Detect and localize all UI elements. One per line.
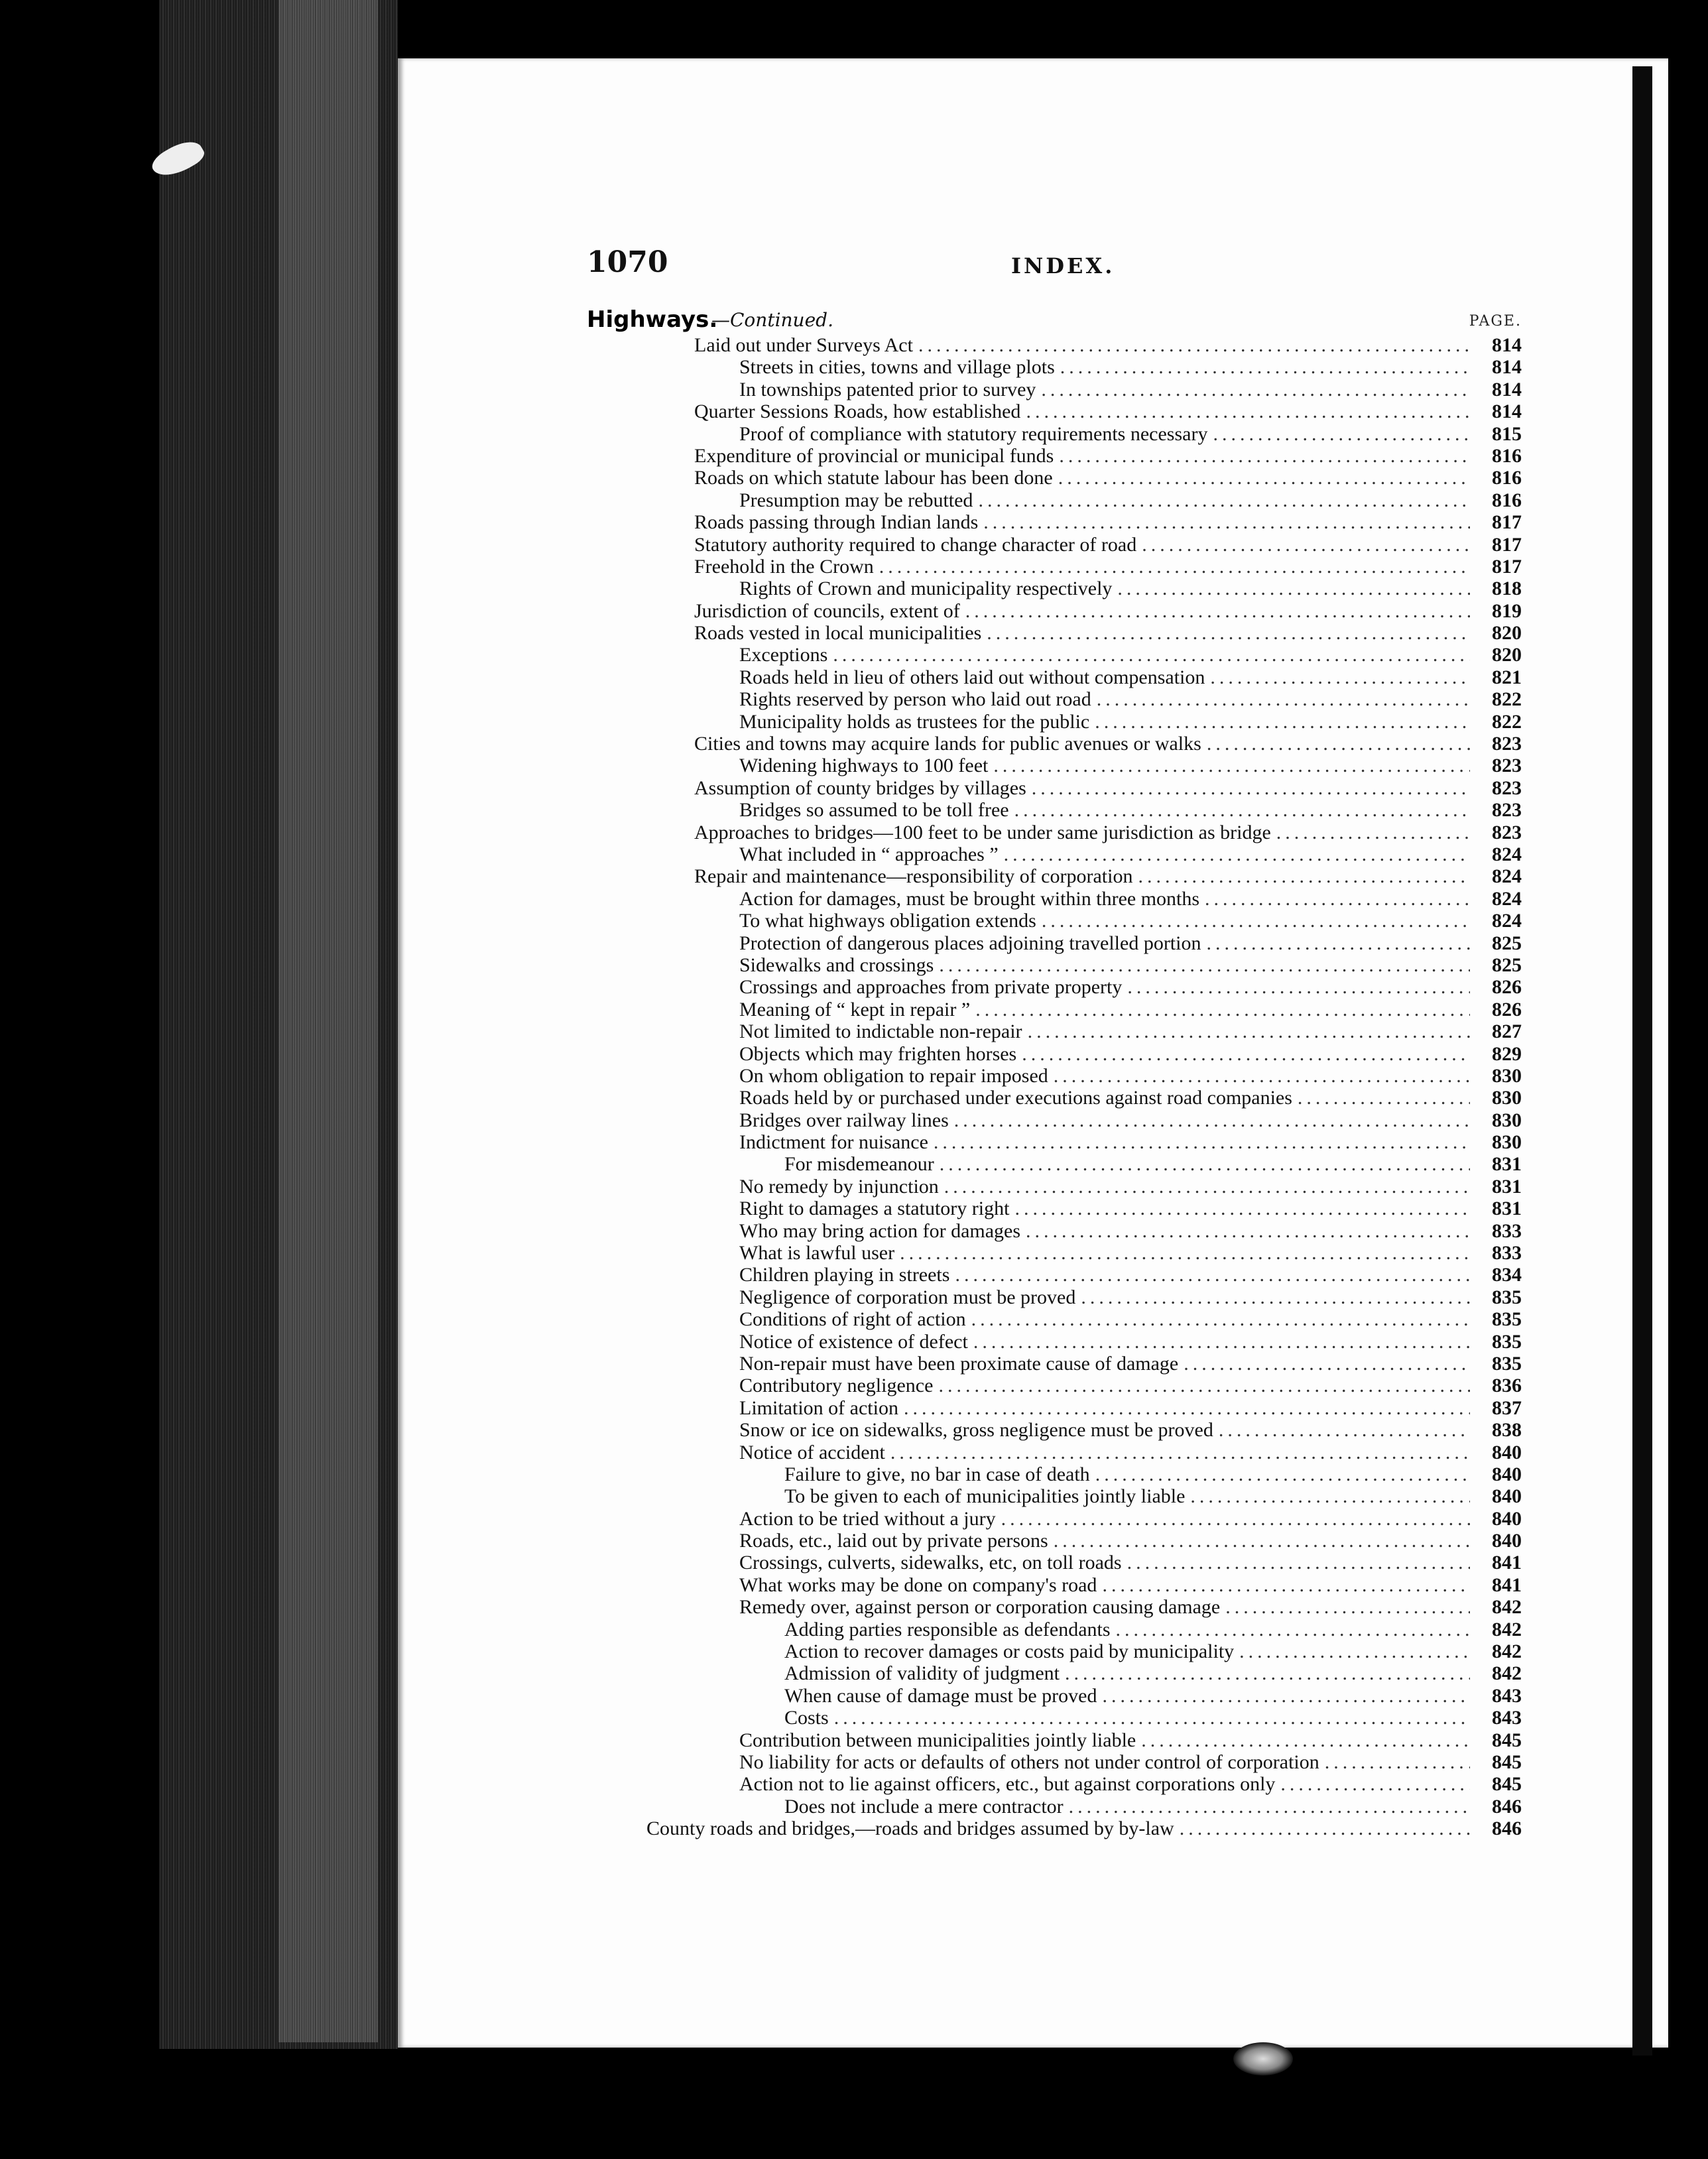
entry-text: Assumption of county bridges by villages <box>694 776 1026 799</box>
entry-text: Notice of existence of defect <box>739 1330 968 1353</box>
dot-leader <box>918 334 1470 356</box>
dot-leader <box>1004 843 1470 865</box>
dot-leader <box>1081 1286 1470 1308</box>
index-entry <box>646 1153 1522 1175</box>
index-entry <box>646 1508 1522 1530</box>
entry-text: Action to recover damages or costs paid by municipality <box>784 1640 1235 1663</box>
dot-leader <box>940 1153 1470 1175</box>
entry-page-number: 816 <box>1492 467 1522 489</box>
index-entry <box>646 1264 1522 1286</box>
entry-text: Notice of accident <box>739 1441 885 1463</box>
dot-leader <box>1213 423 1470 445</box>
entry-text: Repair and maintenance—responsibility of corporation <box>694 865 1133 888</box>
entry-text: What works may be done on company's road <box>739 1573 1097 1596</box>
entry-text: Rights of Crown and municipality respectively <box>739 578 1113 600</box>
entry-text: Roads held by or purchased under executions against road companies <box>739 1087 1292 1109</box>
dot-leader <box>1014 1198 1470 1219</box>
dot-leader <box>1022 1043 1470 1065</box>
index-entry <box>646 888 1522 910</box>
entry-page-number: 838 <box>1492 1419 1522 1442</box>
entry-text: Remedy over, against person or corporation causing damage <box>739 1596 1221 1619</box>
entry-text: Who may bring action for damages <box>739 1219 1021 1242</box>
index-entry <box>646 1574 1522 1596</box>
entry-text: Right to damages a statutory right <box>739 1198 1010 1220</box>
page-column-label: PAGE. <box>1469 313 1522 330</box>
index-entry <box>646 1220 1522 1242</box>
heading-term: Highways. <box>587 306 718 333</box>
dot-leader <box>1041 379 1470 401</box>
entry-text: Laid out under Surveys Act <box>694 334 913 356</box>
index-entry <box>646 534 1522 556</box>
dot-leader <box>1026 1220 1470 1242</box>
entry-text: Roads, etc., laid out by private persons <box>739 1530 1048 1552</box>
dot-leader <box>1142 534 1470 556</box>
entry-text: In townships patented prior to survey <box>739 378 1036 401</box>
entry-text: Limitation of action <box>739 1396 898 1419</box>
dot-leader <box>1225 1596 1470 1618</box>
index-entry <box>646 1419 1522 1441</box>
dot-leader <box>1190 1485 1470 1507</box>
entry-text: Children playing in streets <box>739 1264 950 1286</box>
index-entry <box>646 932 1522 954</box>
index-entry <box>646 1818 1522 1839</box>
index-entry <box>646 1242 1522 1264</box>
entry-text: Non-repair must have been proximate cause of damage <box>739 1352 1179 1375</box>
entry-page-number: 833 <box>1492 1219 1522 1242</box>
index-entry <box>646 489 1522 511</box>
entry-page-number: 821 <box>1492 666 1522 688</box>
entry-text: What included in “ approaches ” <box>739 843 999 865</box>
entry-page-number: 822 <box>1492 688 1522 711</box>
index-entry <box>646 511 1522 533</box>
entry-page-number: 835 <box>1492 1286 1522 1308</box>
entry-text: Municipality holds as trustees for the public <box>739 710 1090 733</box>
entry-text: What is lawful user <box>739 1242 895 1265</box>
entry-page-number: 820 <box>1492 622 1522 645</box>
dot-leader <box>973 1331 1470 1353</box>
entry-page-number: 830 <box>1492 1087 1522 1109</box>
entry-page-number: 846 <box>1492 1818 1522 1840</box>
entry-page-number: 814 <box>1492 401 1522 423</box>
index-entry <box>646 334 1522 356</box>
dot-leader <box>1298 1087 1470 1109</box>
index-entry <box>646 1662 1522 1684</box>
index-entry <box>646 1331 1522 1353</box>
dot-leader <box>971 1308 1470 1330</box>
dot-leader <box>1206 932 1470 954</box>
entry-page-number: 840 <box>1492 1530 1522 1552</box>
dot-leader <box>1280 1773 1470 1795</box>
entry-page-number: 817 <box>1492 511 1522 534</box>
index-entry <box>646 954 1522 976</box>
running-head: INDEX. <box>1011 253 1115 278</box>
index-entry <box>646 666 1522 688</box>
facing-page-edge <box>1632 66 1652 2056</box>
dot-leader <box>890 1442 1470 1463</box>
entry-page-number: 837 <box>1492 1396 1522 1419</box>
entry-text: Streets in cities, towns and village plots <box>739 356 1055 379</box>
entry-text: Roads passing through Indian lands <box>694 511 979 534</box>
entry-text: Proof of compliance with statutory requirements necessary <box>739 422 1208 445</box>
entry-page-number: 830 <box>1492 1131 1522 1154</box>
index-entry <box>646 1286 1522 1308</box>
dot-leader <box>1219 1419 1470 1441</box>
entry-page-number: 831 <box>1492 1153 1522 1176</box>
entry-text: Quarter Sessions Roads, how established <box>694 401 1021 423</box>
entry-page-number: 820 <box>1492 644 1522 666</box>
dot-leader <box>938 1375 1470 1396</box>
index-entry <box>646 1353 1522 1375</box>
index-entry <box>646 822 1522 843</box>
dot-leader <box>1059 445 1470 467</box>
entry-text: Widening highways to 100 feet <box>739 755 989 777</box>
entry-text: Roads held in lieu of others laid out without compensation <box>739 666 1205 688</box>
entry-text: Conditions of right of action <box>739 1308 966 1331</box>
dot-leader <box>978 489 1470 511</box>
entry-page-number: 834 <box>1492 1264 1522 1286</box>
entry-page-number: 845 <box>1492 1773 1522 1796</box>
entry-page-number: 831 <box>1492 1175 1522 1198</box>
entry-page-number: 835 <box>1492 1308 1522 1331</box>
dot-leader <box>1325 1751 1470 1773</box>
entry-page-number: 819 <box>1492 599 1522 622</box>
entry-text: Expenditure of provincial or municipal funds <box>694 444 1054 467</box>
entry-page-number: 824 <box>1492 887 1522 910</box>
entry-page-number: 817 <box>1492 533 1522 556</box>
dot-leader <box>955 1264 1470 1286</box>
entry-page-number: 817 <box>1492 555 1522 578</box>
index-entry <box>646 1131 1522 1153</box>
entry-text: Roads on which statute labour has been done <box>694 467 1053 489</box>
dot-leader <box>1014 799 1470 821</box>
dot-leader <box>1239 1640 1470 1662</box>
dot-leader <box>1138 865 1470 887</box>
entry-text: No remedy by injunction <box>739 1175 939 1198</box>
entry-page-number: 841 <box>1492 1552 1522 1574</box>
entry-page-number: 842 <box>1492 1618 1522 1640</box>
dot-leader <box>1141 1729 1470 1751</box>
dot-leader <box>1065 1662 1470 1684</box>
dot-leader <box>1116 1619 1470 1640</box>
index-entry <box>646 799 1522 821</box>
index-entry <box>646 1773 1522 1795</box>
entry-page-number: 823 <box>1492 821 1522 843</box>
entry-page-number: 842 <box>1492 1596 1522 1619</box>
entry-text: On whom obligation to repair imposed <box>739 1064 1048 1087</box>
index-entry <box>646 777 1522 799</box>
entry-page-number: 840 <box>1492 1507 1522 1530</box>
entry-text: Action not to lie against officers, etc., but against corporations only <box>739 1773 1276 1796</box>
dot-leader <box>987 622 1470 644</box>
entry-page-number: 814 <box>1492 378 1522 401</box>
entry-page-number: 830 <box>1492 1064 1522 1087</box>
entry-page-number: 823 <box>1492 799 1522 822</box>
entry-text: Failure to give, no bar in case of death <box>784 1463 1090 1485</box>
entry-page-number: 816 <box>1492 489 1522 511</box>
entry-page-number: 824 <box>1492 910 1522 932</box>
dot-leader <box>900 1242 1470 1264</box>
entry-page-number: 840 <box>1492 1463 1522 1485</box>
entry-page-number: 840 <box>1492 1485 1522 1508</box>
entry-page-number: 818 <box>1492 578 1522 600</box>
dot-leader <box>1058 467 1470 489</box>
index-entry <box>646 1020 1522 1042</box>
entry-page-number: 842 <box>1492 1640 1522 1663</box>
entry-page-number: 831 <box>1492 1198 1522 1220</box>
entry-text: Exceptions <box>739 644 828 666</box>
entry-text: Costs <box>784 1707 829 1729</box>
entry-text: Action to be tried without a jury <box>739 1507 996 1530</box>
entry-text: To what highways obligation extends <box>739 910 1036 932</box>
index-entry <box>646 1729 1522 1751</box>
index-entry <box>646 910 1522 932</box>
dot-leader <box>1095 1463 1470 1485</box>
dot-leader <box>1032 777 1470 799</box>
entry-page-number: 830 <box>1492 1109 1522 1131</box>
entry-page-number: 823 <box>1492 776 1522 799</box>
entry-page-number: 816 <box>1492 444 1522 467</box>
index-entry <box>646 600 1522 622</box>
entry-page-number: 824 <box>1492 843 1522 865</box>
index-entry <box>646 445 1522 467</box>
dot-leader <box>834 1707 1470 1729</box>
entry-page-number: 814 <box>1492 356 1522 379</box>
index-entry <box>646 1109 1522 1131</box>
entry-page-number: 826 <box>1492 998 1522 1020</box>
entry-text: Does not include a mere contractor <box>784 1795 1064 1818</box>
dot-leader <box>1184 1353 1470 1375</box>
index-entry <box>646 711 1522 733</box>
index-entry <box>646 1176 1522 1198</box>
dot-leader <box>1054 1530 1470 1552</box>
entry-page-number: 843 <box>1492 1707 1522 1729</box>
dot-leader <box>975 999 1470 1020</box>
entry-text: Approaches to bridges—100 feet to be under same jurisdiction as bridge <box>694 821 1271 843</box>
dot-leader <box>1127 976 1470 998</box>
index-entry <box>646 1707 1522 1729</box>
index-entry <box>646 1552 1522 1573</box>
index-entry <box>646 401 1522 422</box>
entry-text: Not limited to indictable non-repair <box>739 1020 1022 1043</box>
dot-leader <box>1205 888 1470 910</box>
dot-leader <box>1069 1796 1470 1818</box>
entry-text: Presumption may be rebutted <box>739 489 973 511</box>
entry-text: Adding parties responsible as defendants <box>784 1618 1111 1640</box>
index-entry <box>646 733 1522 755</box>
index-entry <box>646 1065 1522 1087</box>
dot-leader <box>939 954 1470 976</box>
entry-page-number: 845 <box>1492 1729 1522 1751</box>
index-entry <box>646 644 1522 666</box>
dot-leader <box>1127 1552 1470 1573</box>
entry-page-number: 822 <box>1492 710 1522 733</box>
dot-leader <box>965 600 1470 622</box>
entry-page-number: 841 <box>1492 1573 1522 1596</box>
entry-page-number: 814 <box>1492 334 1522 356</box>
dot-leader <box>904 1397 1470 1419</box>
index-entry <box>646 865 1522 887</box>
entry-text: Freehold in the Crown <box>694 555 874 578</box>
entry-text: Contributory negligence <box>739 1375 934 1397</box>
dot-leader <box>944 1176 1470 1198</box>
dot-leader <box>954 1109 1470 1131</box>
entry-text: Crossings, culverts, sidewalks, etc, on toll roads <box>739 1552 1122 1574</box>
entry-text: Bridges so assumed to be toll free <box>739 799 1009 822</box>
entry-text: County roads and bridges,—roads and bridges assumed by by-law <box>646 1818 1174 1840</box>
entry-text: Crossings and approaches from private property <box>739 976 1123 999</box>
entry-page-number: 835 <box>1492 1352 1522 1375</box>
dot-leader <box>1103 1685 1471 1707</box>
dot-leader <box>1180 1818 1470 1839</box>
index-entry <box>646 622 1522 644</box>
entry-text: For misdemeanour <box>784 1153 934 1176</box>
index-entry <box>646 1796 1522 1818</box>
entry-page-number: 829 <box>1492 1042 1522 1065</box>
index-entry <box>646 1751 1522 1773</box>
entry-page-number: 825 <box>1492 954 1522 976</box>
entry-text: Roads vested in local municipalities <box>694 622 982 645</box>
index-entry <box>646 1530 1522 1552</box>
index-entry <box>646 578 1522 599</box>
dot-leader <box>1001 1508 1470 1530</box>
index-entry <box>646 1463 1522 1485</box>
entry-text: Meaning of “ kept in repair ” <box>739 998 971 1020</box>
book-fore-edge-highlight <box>278 0 378 2042</box>
dot-leader <box>1026 401 1470 422</box>
entry-page-number: 845 <box>1492 1751 1522 1773</box>
index-entry <box>646 999 1522 1020</box>
index-entry <box>646 1198 1522 1219</box>
index-entry <box>646 467 1522 489</box>
dot-leader <box>1042 910 1470 932</box>
dot-leader <box>879 556 1470 578</box>
entry-page-number: 827 <box>1492 1020 1522 1043</box>
entry-text: Cities and towns may acquire lands for public avenues or walks <box>694 733 1201 755</box>
dot-leader <box>1207 733 1470 755</box>
entry-text: Negligence of corporation must be proved <box>739 1286 1076 1308</box>
index-entry <box>646 423 1522 445</box>
entry-page-number: 815 <box>1492 422 1522 445</box>
dot-leader <box>1276 822 1470 843</box>
heading-continued: —Continued. <box>711 309 833 331</box>
index-entry <box>646 1375 1522 1396</box>
entry-text: Protection of dangerous places adjoining travelled portion <box>739 932 1201 954</box>
index-entry <box>646 1640 1522 1662</box>
dot-leader <box>1102 1574 1470 1596</box>
entry-text: Action for damages, must be brought within three months <box>739 887 1200 910</box>
page-header <box>587 245 1522 285</box>
dot-leader <box>1210 666 1470 688</box>
entry-page-number: 843 <box>1492 1684 1522 1707</box>
entry-page-number: 846 <box>1492 1795 1522 1818</box>
entry-text: Objects which may frighten horses <box>739 1042 1017 1065</box>
index-entry <box>646 1043 1522 1065</box>
entry-text: Sidewalks and crossings <box>739 954 934 976</box>
entry-text: Snow or ice on sidewalks, gross negligence must be proved <box>739 1419 1213 1442</box>
dot-leader <box>1097 688 1470 710</box>
entry-page-number: 826 <box>1492 976 1522 999</box>
index-entry <box>646 556 1522 578</box>
page-number: 1070 <box>587 245 668 279</box>
index-entry <box>646 1397 1522 1419</box>
entry-text: Indictment for nuisance <box>739 1131 928 1154</box>
entry-page-number: 824 <box>1492 865 1522 888</box>
dot-leader <box>934 1131 1470 1153</box>
entry-page-number: 825 <box>1492 932 1522 954</box>
entry-page-number: 823 <box>1492 733 1522 755</box>
entry-text: No liability for acts or defaults of others not under control of corporation <box>739 1751 1319 1773</box>
scan-right-border <box>1668 0 1708 2159</box>
index-entry <box>646 1442 1522 1463</box>
dot-leader <box>1060 356 1470 378</box>
dot-leader <box>983 511 1470 533</box>
entry-page-number: 823 <box>1492 755 1522 777</box>
entry-text: Contribution between municipalities jointly liable <box>739 1729 1136 1751</box>
entry-page-number: 842 <box>1492 1662 1522 1685</box>
dot-leader <box>1095 711 1470 733</box>
dot-leader <box>1028 1020 1470 1042</box>
entry-text: Admission of validity of judgment <box>784 1662 1060 1685</box>
index-entry <box>646 1596 1522 1618</box>
index-entry <box>646 1087 1522 1109</box>
dot-leader <box>1054 1065 1470 1087</box>
entry-text: To be given to each of municipalities jointly liable <box>784 1485 1186 1508</box>
entry-page-number: 835 <box>1492 1330 1522 1353</box>
entry-text: When cause of damage must be proved <box>784 1684 1097 1707</box>
entry-text: Rights reserved by person who laid out road <box>739 688 1091 711</box>
index-entry <box>646 379 1522 401</box>
index-entry <box>646 356 1522 378</box>
index-heading <box>587 306 1522 336</box>
index-entries <box>646 334 1522 1840</box>
index-entry <box>646 1619 1522 1640</box>
index-entry <box>646 976 1522 998</box>
entry-text: Statutory authority required to change character of road <box>694 533 1137 556</box>
index-entry <box>646 688 1522 710</box>
index-entry <box>646 1685 1522 1707</box>
entry-text: Bridges over railway lines <box>739 1109 949 1131</box>
entry-text: Jurisdiction of councils, extent of <box>694 599 960 622</box>
entry-page-number: 833 <box>1492 1242 1522 1265</box>
entry-page-number: 840 <box>1492 1441 1522 1463</box>
index-entry <box>646 1308 1522 1330</box>
dot-leader <box>993 755 1470 776</box>
index-entry <box>646 1485 1522 1507</box>
index-entry <box>646 843 1522 865</box>
dot-leader <box>1117 578 1470 599</box>
index-entry <box>646 755 1522 776</box>
entry-page-number: 836 <box>1492 1375 1522 1397</box>
scan-smudge <box>1233 2042 1293 2075</box>
dot-leader <box>833 644 1470 666</box>
